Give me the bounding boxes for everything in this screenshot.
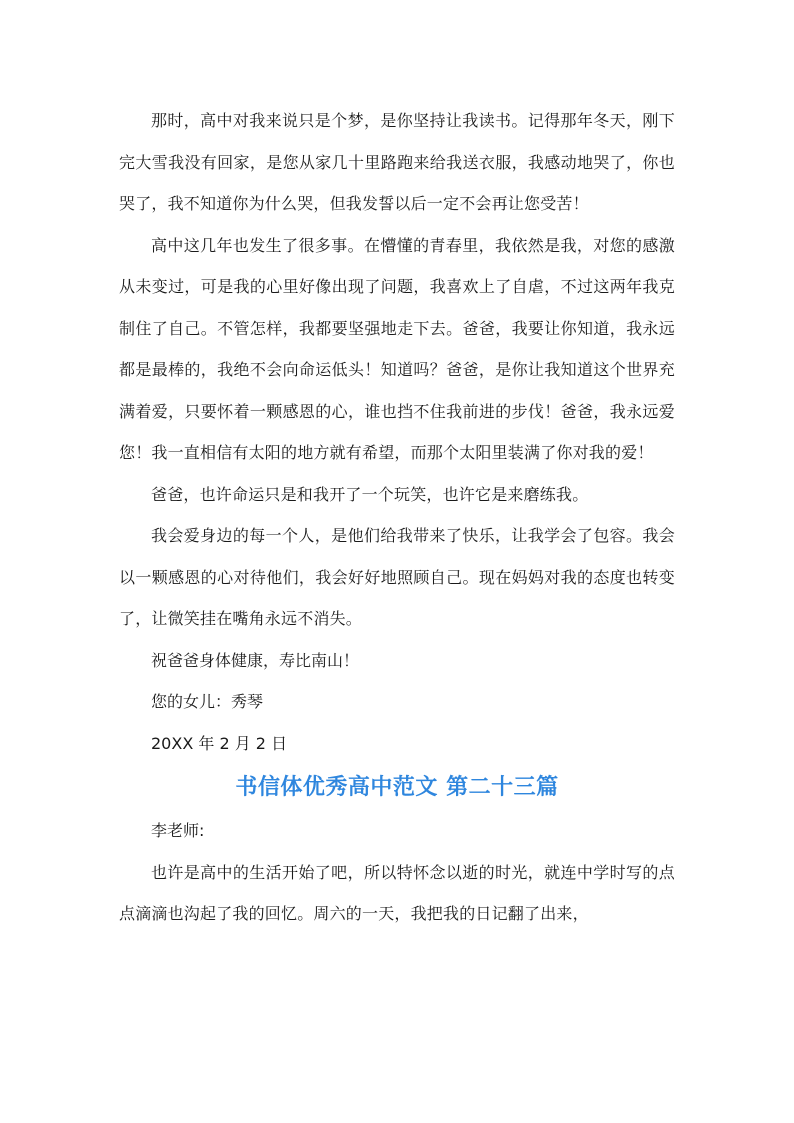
letter1-paragraph-3: 爸爸，也许命运只是和我开了一个玩笑，也许它是来磨练我。: [151, 484, 589, 504]
letter1-paragraph-2: 高中这几年也发生了很多事。在懵懂的青春里，我依然是我，对您的感激从未变过，可是我的心里好像出现了问题，我喜欢上了自虐，不过这两年我克制住了自己。不管怎样，我都要坚强地走下去。爸爸，我要让你知道，我永远都是最棒的，我绝不会向命运低头！知道吗？爸爸，是你让我知道这个世界充满着爱，只要怀着一颗感恩的心，谁也挡不住我前进的步伐！爸爸，我永远爱您！我一直相信有太阳的地方就有希望，而那个太阳里装满了你对我的爱！: [119, 235, 675, 462]
letter1-paragraph-4: 我会爱身边的每一个人，是他们给我带来了快乐，让我学会了包容。我会以一颗感恩的心对待他们，我会好好地照顾自己。现在妈妈对我的态度也转变了，让微笑挂在嘴角永远不消失。: [119, 526, 675, 628]
letter2-salutation: 李老师:: [151, 821, 205, 840]
letter1-signature: 您的女儿：秀琴: [151, 692, 264, 711]
letter1-date: 20XX 年 2 月 2 日: [151, 733, 288, 753]
document-body: [119, 100, 675, 935]
letter1-paragraph-1: 那时，高中对我来说只是个梦，是你坚持让我读书。记得那年冬天，刚下完大雪我没有回家，是您从家几十里路跑来给我送衣服，我感动地哭了，你也哭了，我不知道你为什么哭，但我发誓以后一定不会再让您受苦！: [119, 111, 675, 213]
section-heading: 书信体优秀高中范文 第二十三篇: [235, 775, 559, 800]
letter2-paragraph-1: 也许是高中的生活开始了吧，所以特怀念以逝的时光，就连中学时写的点点滴滴也沟起了我的回忆。周六的一天，我把我的日记翻了出来，: [119, 862, 675, 923]
letter1-closing: 祝爸爸身体健康，寿比南山！: [151, 650, 360, 670]
